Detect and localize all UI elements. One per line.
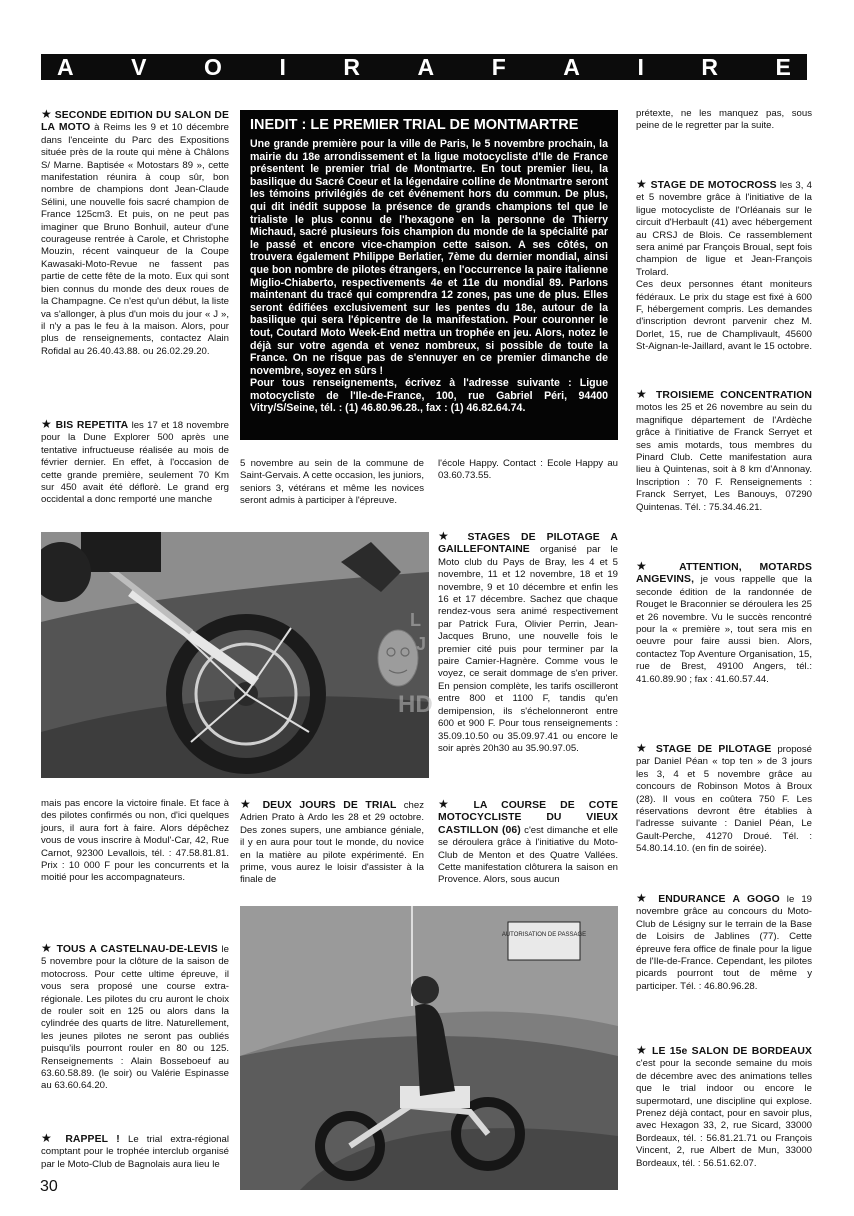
star-icon: ★: [636, 741, 650, 755]
svg-text:L: L: [410, 610, 421, 630]
article-stage-pilotage: [636, 742, 812, 856]
article-text: les 3, 4 et 5 novembre grâce à l'initiative de la ligue motocycliste de l'Orléanais sur le circuit d'Herbault (41) avec hébergement au CRSJ de Blois. Ce rassemblement sera animé par François Broual, sept fois champion de ligue et Jean-François Trolard.: [636, 180, 812, 278]
article-troisieme-concentration: [636, 388, 812, 514]
trial-bike-photo-illustration: [41, 532, 429, 778]
article-text-2: Ces deux personnes étant moniteurs fédéraux. Le prix du stage est fixé à 600 F, hébergement compris. Les demandes d'inscription devront parvenir chez M. Dorlet, 15, rue de Champlivault, 45600 St-Aignan-le-Jaillard, avant le 15 octobre.: [636, 279, 812, 353]
watermark-face-icon: [372, 606, 438, 718]
article-heading: SECONDE EDITION DU SALON DE LA MOTO: [41, 110, 229, 134]
photo-sign-text: AUTORISATION DE PASSAGE: [501, 932, 587, 938]
banner-letter: R: [701, 53, 718, 80]
banner-letter: O: [204, 53, 222, 80]
star-icon: ★: [636, 891, 652, 905]
star-icon: ★: [438, 529, 457, 543]
article-heading: TROISIEME CONCENTRATION: [655, 390, 812, 401]
banner-letter: V: [131, 53, 147, 80]
photo-motocross-rider: [240, 906, 618, 1190]
article-course-de-cote: [438, 798, 618, 887]
article-text: les 17 et 18 novembre pour la Dune Explorer 500 après une tentative infructueuse réalisée au mois de février dernier. En effet, à l'occasion de cette grande première, seulement 70 Km sur 450 avait été déflorè. Le grand erg occidental a donc remporté une manche: [41, 420, 229, 506]
article-stage-motocross: [636, 178, 812, 354]
article-heading: LE 15e SALON DE BORDEAUX: [652, 1046, 812, 1057]
article-course-de-cote-continued: [636, 108, 812, 133]
motocross-photo-illustration: [240, 906, 618, 1190]
article-text: le 5 novembre pour la clôture de la saison de motocross. Pour cette ultime épreuve, il vous sera proposé une course extra-régionale. Les pilotes du cru auront le choix de rouler soit en 125 ou alors dans la cylindrée des quarts de litre. Naturellement, les jeunes pilotes ne seront pas oubliés puisqu'ils pourront rouler en 80 ou 125. Renseignements : Alain Bosseboeuf au 63.60.58.89. (le soir) ou Valérie Espinasse au 63.60.64.20.: [41, 944, 230, 1092]
article-text: Le trial extra-régional comptant pour le trophée interclub organisé par le Moto-Club de Bagnolais aura lieu le: [41, 1134, 229, 1170]
banner-letter: I: [279, 53, 286, 80]
feature-title: INEDIT : LE PREMIER TRIAL DE MONTMARTRE: [250, 117, 579, 133]
star-icon: ★: [41, 417, 53, 431]
feature-contact: Pour tous renseignements, écrivez à l'adresse suivante : Ligue motocycliste de l'Ile-de-France, 100, rue Gabriel Péri, 94400 Vitry/S/Seine, tél. : (1) 46.80.96.28., fax : (1) 46.82.64.74.: [250, 377, 608, 415]
article-endurance: [636, 892, 812, 993]
article-heading: STAGES DE PILOTAGE A GAILLEFONTAINE: [438, 532, 618, 556]
article-text: mais pas encore la victoire finale. Et face à des pilotes confirmés ou non, d'ici quelques jours, il aura fort à faire. Alors dépêchez vous de vous inscrire à Modul'-Car, 42, Rue Carnot, 92300 Levallois, tél. : 47.58.81.81. Prix : 10 000 F pour les concurrents et la moitié pour les accompagnateurs.: [41, 798, 229, 884]
article-text: chez Adrien Prato à Ardo les 28 et 29 octobre. Des zones supers, une ambiance géniale, il y en aura pour tout le monde, du novice en la matière au pilote expérimenté. En prime, vous aurez le loisir d'assister à la finale de: [240, 800, 424, 886]
article-salon-reims: [41, 108, 229, 358]
banner-letter: A: [563, 53, 580, 80]
article-heading: TOUS A CASTELNAU-DE-LEVIS: [56, 944, 218, 955]
photo-trial-bike-wheel: [41, 532, 429, 778]
article-rappel: [41, 1132, 229, 1171]
article-text: je vous rappelle que la seconde édition de la randonnée de Rouget le Braconnier se déroulera les 25 et 26 novembre. Vu le succès rencontré pour la « première », tout sera mis en oeuvre pour faire aussi bien. Alors, contactez Top Aventure Organisation, 15, rue de Brest, 49100 Angers, tél.: 41.60.89.90 ; fax : 41.60.57.44.: [636, 574, 812, 685]
watermark-logo: [372, 606, 438, 718]
article-rappel-continued: [240, 458, 424, 508]
article-stages-gaillefontaine: [438, 530, 618, 755]
article-text: prétexte, ne les manquez pas, sous peine de le regretter par la suite.: [636, 108, 812, 132]
article-heading: ATTENTION, MOTARDS ANGEVINS,: [636, 562, 812, 586]
star-icon: ★: [41, 1131, 58, 1145]
article-heading: BIS REPETITA: [55, 420, 129, 431]
article-heading: DEUX JOURS DE TRIAL: [262, 800, 397, 811]
section-banner: [41, 54, 807, 80]
article-heading: RAPPEL !: [65, 1134, 120, 1145]
article-text: motos les 25 et 26 novembre au sein du magnifique département de l'Ardèche grâce à l'initiative de Franck Serryet et ses amis motards, tous membres du Pinard Club. Cette manifestation aura lieu à Quintenas, soit à 8 km d'Annonay. Inscription : 70 F. Renseignements : Franck Serryet, Les Banouys, 07290 Quintenas. Tél. : 75.34.46.21.: [636, 402, 812, 513]
star-icon: ★: [636, 559, 662, 573]
article-deux-jours-trial: [240, 798, 424, 887]
article-salon-bordeaux: [636, 1044, 812, 1170]
page-number: 30: [40, 1178, 58, 1195]
article-heading: LA COURSE DE COTE MOTOCYCLISTE DU VIEUX CASTILLON (06): [438, 800, 619, 836]
article-text: le 19 novembre grâce au concours du Moto-Club de Lésigny sur le terrain de la Base de Loisirs de Jablines (77). Cette épreuve fera office de finale pour la ligue de l'Ile-de-France. Cependant, les pilotes picards pourront tout de même y participer. Tél. : 46.80.96.28.: [636, 894, 812, 992]
article-bis-repetita-continued: [41, 798, 229, 885]
article-text: c'est dimanche et elle se déroulera grâce à l'initiative du Moto-Club de Menton et des Quatre Vallées. Cette manifestation clôturera la saison en Provence. Alors, sous aucun: [438, 824, 619, 886]
star-icon: ★: [240, 797, 256, 811]
article-heading: STAGE DE PILOTAGE: [655, 744, 772, 755]
article-text: à Reims les 9 et 10 décembre dans l'enceinte du Parc des Expositions située près de la route qui mène à Châlons S/ Marne. Baptisée « Motostars 89 », cette manifestation réunira à coup sûr, bon nombre de champions dont Jean-Claude Sélini, une nouvelle fois sacré champion de France 125cm3. Et puis, on ne peut pas imaginer que Bruno Bonhuil, auteur d'une courageuse rentrée à Carole, et Christophe Mouzin, récent vainqueur de la Coupe Kawasaki-Moto-Revue ne fassent pas partie de cette fête de la moto. Eux qui sont bien connus du monde des deux roues de la Champagne. Ce n'est qu'un début, la liste va s'allonger, à plus d'un mois du jour « J », il n'y a pas le feu à la maison. Alors, pour plus de renseignements, contactez Alain Rofidal au 26.40.43.88. ou 26.02.29.20.: [41, 122, 229, 357]
banner-letter: E: [775, 53, 791, 80]
star-icon: ★: [41, 941, 53, 955]
article-bis-repetita: [41, 418, 229, 507]
svg-text:J: J: [416, 634, 427, 654]
article-attention-angevins: [636, 560, 812, 686]
article-castelnau: [41, 942, 229, 1093]
banner-letter: F: [491, 53, 506, 80]
banner-letter: A: [57, 53, 74, 80]
star-icon: ★: [438, 797, 460, 811]
feature-box-trial-montmartre: [240, 110, 618, 440]
article-text: l'école Happy. Contact : Ecole Happy au 03.60.73.55.: [438, 458, 618, 482]
star-icon: ★: [636, 177, 648, 191]
banner-letter: R: [343, 53, 360, 80]
article-heading: STAGE DE MOTOCROSS: [650, 180, 777, 191]
article-text: 5 novembre au sein de la commune de Saint-Gervais. A cette occasion, les juniors, seniors 3, vétérans et même les novices seront admis à participer à l'épreuve.: [240, 458, 424, 507]
feature-body: Une grande première pour la ville de Paris, le 5 novembre prochain, la mairie du 18e arrondissement et la ligue motocycliste d'Ile de France présentent le premier trial de Montmartre. En tout premier lieu, la basilique du Sacré Coeur et la légendaire colline de Montmartre seront les témoins privilégiés de cet événement hors du commun. De plus, qui dit inédit suppose la présence de grands champions tel que le trialiste le plus connu de l'hexagone en la personne de Thierry Michaud, sacré plusieurs fois champion du monde de la spécialité par le passé et encore vice-champion cette saison. A ses côtés, on trouvera également Philippe Berlatier, 7ème du dernier mondial, ainsi que bon nombre de pilotes étrangers, en l'occurrence la paire italienne Miglio-Chiaberto, respectivements 4e et 11e du mondial 89. Parlons maintenant du tracé qui comprendra 12 zones, pas une de plus. Elles seront édifiées exclusivement sur les pentes du 18e, autour de la basilique qui sera l'épicentre de la manifestation. Pour couronner le tout, Coutard Moto Week-End mettra un trophée en jeu. Alors, notez le déjà sur votre agenda et venez nombreux, si possible de toute la France. On ne risque pas de s'ennuyer en ce premier dimanche de novembre, soyez en sûrs !: [250, 138, 608, 377]
article-text: c'est pour la seconde semaine du mois de décembre avec des animations telles que le trial indoor ou encore le supermotard, une discipline qui explose. Prenez déjà contact, pour en savoir plus, avec Hexagon 33, 2, rue Sicard, 33000 Bordeaux, tél. : 56.81.21.71 ou François Vincent, 2, rue Albert de Mun, 33000 Bordeaux, tél. : 56.51.62.07.: [636, 1058, 812, 1169]
banner-letter: A: [417, 53, 435, 80]
article-text: organisé par le Moto club du Pays de Bray, les 4 et 5 novembre, 11 et 12 novembre, 18 et 19 novembre, 9 et 10 décembre et enfin les 16 et 17 décembre. Sachez que chaque rendez-vous sera animé respectivement par Patrick Fura, Olivier Perrin, Jean-Jacques Bruno, une nouvelle fois le premier cité puis pour terminer par la paire Camier-Hagnère. Comme vous le voyez, ce serait dommage de s'en priver. En pension complète, les tarifs oscilleront entre 800 et 1100 F, tandis qu'en demipension, ils s'échelonneront entre 600 et 900 F. Pour tous renseignements : 35.09.10.50 ou 35.09.97.41 ou encore le soir après 20h30 au 35.90.97.05.: [438, 544, 618, 754]
article-text: proposé par Daniel Péan « top ten » de 3 jours les 3, 4 et 5 novembre grâce au concours de Robinson Motos à Broux (28). Il vous en coûtera 750 F. Les réservations devront être établies à l'adresse suivante : Daniel Péan, Le Gault-Perche, 41270 Droué. Tél. : 54.80.14.10. (en fin de soirée).: [636, 744, 812, 855]
banner-letter: I: [637, 53, 644, 80]
article-heading: ENDURANCE A GOGO: [658, 894, 780, 905]
svg-text:HD: HD: [398, 691, 433, 718]
article-deux-jours-continued: [438, 458, 618, 483]
star-icon: ★: [636, 387, 651, 401]
star-icon: ★: [41, 107, 52, 121]
star-icon: ★: [636, 1043, 649, 1057]
